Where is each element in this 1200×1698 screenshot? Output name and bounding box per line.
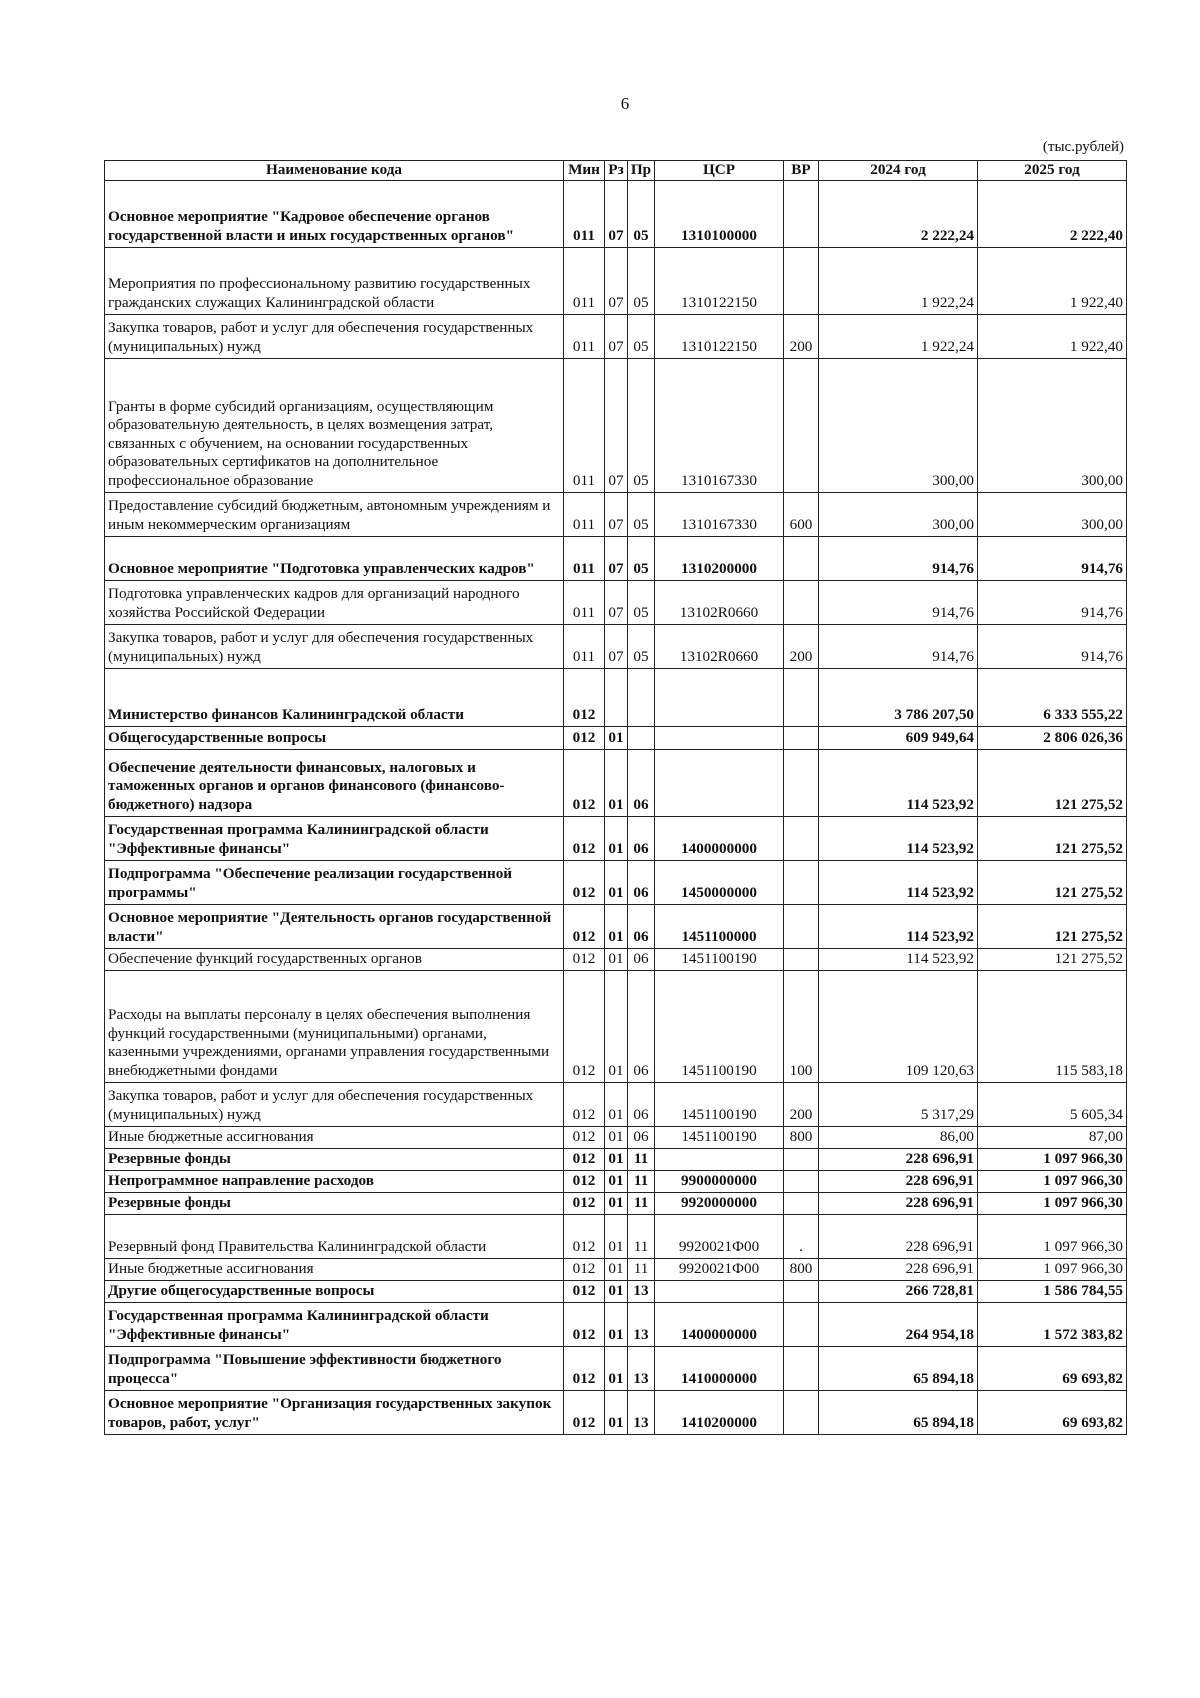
cell-2025: 69 693,82 [978, 1390, 1127, 1434]
cell-pr: 06 [628, 904, 655, 948]
cell-2024: 65 894,18 [819, 1346, 978, 1390]
cell-2024: 300,00 [819, 358, 978, 492]
table-row [105, 1302, 1127, 1346]
cell-pr: 06 [628, 816, 655, 860]
cell-rz [605, 668, 628, 726]
cell-rz: 01 [605, 1346, 628, 1390]
cell-csr: 1410000000 [655, 1346, 784, 1390]
budget-table [104, 160, 1127, 1435]
cell-vr [784, 1148, 819, 1170]
cell-vr [784, 358, 819, 492]
table-row [105, 726, 1127, 749]
cell-min: 012 [564, 1126, 605, 1148]
table-row [105, 668, 1127, 726]
cell-name: Основное мероприятие "Подготовка управленческих кадров" [105, 536, 564, 580]
header-name: Наименование кода [105, 161, 564, 181]
table-row [105, 904, 1127, 948]
cell-min: 012 [564, 668, 605, 726]
header-rz: Рз [605, 161, 628, 181]
table-row [105, 247, 1127, 314]
cell-csr: 1450000000 [655, 860, 784, 904]
cell-pr: 13 [628, 1390, 655, 1434]
cell-rz: 01 [605, 948, 628, 970]
cell-min: 012 [564, 1170, 605, 1192]
table-row [105, 860, 1127, 904]
table-row [105, 624, 1127, 668]
cell-name: Подпрограмма "Повышение эффективности бюджетного процесса" [105, 1346, 564, 1390]
cell-name: Расходы на выплаты персоналу в целях обеспечения выполнения функций государственными (муниципальными) органами, казенными учреждениями, органами управления государственными внебюджетными фондами [105, 970, 564, 1082]
cell-csr: 1451100190 [655, 1082, 784, 1126]
table-row [105, 1346, 1127, 1390]
cell-pr: 11 [628, 1148, 655, 1170]
cell-min: 012 [564, 1280, 605, 1302]
cell-2025: 121 275,52 [978, 904, 1127, 948]
cell-pr [628, 726, 655, 749]
cell-vr: 200 [784, 1082, 819, 1126]
cell-pr: 05 [628, 180, 655, 247]
cell-rz: 07 [605, 492, 628, 536]
cell-csr: 13102R0660 [655, 624, 784, 668]
cell-vr [784, 1170, 819, 1192]
table-row [105, 1170, 1127, 1192]
table-row [105, 580, 1127, 624]
cell-min: 012 [564, 816, 605, 860]
cell-2024: 609 949,64 [819, 726, 978, 749]
table-row [105, 358, 1127, 492]
cell-rz: 01 [605, 1148, 628, 1170]
cell-2025: 1 586 784,55 [978, 1280, 1127, 1302]
cell-pr: 05 [628, 247, 655, 314]
cell-rz: 07 [605, 180, 628, 247]
cell-min: 012 [564, 1148, 605, 1170]
cell-pr: 13 [628, 1280, 655, 1302]
table-row [105, 1214, 1127, 1258]
cell-vr [784, 1192, 819, 1214]
cell-pr: 11 [628, 1170, 655, 1192]
cell-csr: 1310100000 [655, 180, 784, 247]
cell-2025: 1 572 383,82 [978, 1302, 1127, 1346]
cell-vr [784, 860, 819, 904]
cell-name: Министерство финансов Калининградской области [105, 668, 564, 726]
cell-2025: 121 275,52 [978, 948, 1127, 970]
cell-csr: 9920021Ф00 [655, 1258, 784, 1280]
cell-2024: 228 696,91 [819, 1192, 978, 1214]
cell-name: Подготовка управленческих кадров для организаций народного хозяйства Российской Федерации [105, 580, 564, 624]
units-label: (тыс.рублей) [1042, 139, 1124, 155]
cell-csr: 13102R0660 [655, 580, 784, 624]
cell-min: 012 [564, 1192, 605, 1214]
cell-min: 011 [564, 180, 605, 247]
cell-pr: 06 [628, 970, 655, 1082]
header-pr: Пр [628, 161, 655, 181]
cell-pr: 05 [628, 492, 655, 536]
cell-2025: 121 275,52 [978, 860, 1127, 904]
cell-2024: 114 523,92 [819, 904, 978, 948]
cell-vr [784, 180, 819, 247]
cell-2025: 914,76 [978, 624, 1127, 668]
cell-name: Резервные фонды [105, 1148, 564, 1170]
table-row [105, 314, 1127, 358]
cell-pr: 11 [628, 1192, 655, 1214]
cell-csr [655, 749, 784, 816]
cell-csr: 1451100000 [655, 904, 784, 948]
cell-vr [784, 816, 819, 860]
cell-rz: 07 [605, 536, 628, 580]
table-row [105, 970, 1127, 1082]
cell-rz: 01 [605, 904, 628, 948]
cell-vr [784, 726, 819, 749]
header-row [105, 161, 1127, 181]
cell-rz: 07 [605, 247, 628, 314]
cell-vr [784, 749, 819, 816]
cell-name: Обеспечение функций государственных органов [105, 948, 564, 970]
header-2024: 2024 год [819, 161, 978, 181]
cell-2024: 914,76 [819, 580, 978, 624]
cell-name: Закупка товаров, работ и услуг для обеспечения государственных (муниципальных) нужд [105, 1082, 564, 1126]
cell-2024: 86,00 [819, 1126, 978, 1148]
cell-csr [655, 1280, 784, 1302]
cell-pr: 05 [628, 358, 655, 492]
cell-name: Основное мероприятие "Организация государственных закупок товаров, работ, услуг" [105, 1390, 564, 1434]
cell-vr: 800 [784, 1126, 819, 1148]
cell-csr: 1310122150 [655, 247, 784, 314]
cell-min: 012 [564, 948, 605, 970]
cell-min: 012 [564, 1302, 605, 1346]
cell-rz: 01 [605, 1170, 628, 1192]
cell-pr: 11 [628, 1214, 655, 1258]
cell-min: 012 [564, 970, 605, 1082]
cell-name: Обеспечение деятельности финансовых, налоговых и таможенных органов и органов финансового (финансово-бюджетного) надзора [105, 749, 564, 816]
cell-name: Другие общегосударственные вопросы [105, 1280, 564, 1302]
cell-2024: 300,00 [819, 492, 978, 536]
table-row [105, 1148, 1127, 1170]
cell-vr [784, 668, 819, 726]
cell-rz: 01 [605, 1390, 628, 1434]
cell-rz: 01 [605, 1258, 628, 1280]
cell-csr: 1310200000 [655, 536, 784, 580]
header-2025: 2025 год [978, 161, 1127, 181]
cell-pr: 06 [628, 948, 655, 970]
cell-vr: 200 [784, 624, 819, 668]
cell-csr: 1310122150 [655, 314, 784, 358]
cell-name: Основное мероприятие "Деятельность органов государственной власти" [105, 904, 564, 948]
cell-name: Закупка товаров, работ и услуг для обеспечения государственных (муниципальных) нужд [105, 624, 564, 668]
cell-pr: 13 [628, 1302, 655, 1346]
cell-name: Резервные фонды [105, 1192, 564, 1214]
cell-vr [784, 1346, 819, 1390]
cell-rz: 01 [605, 1302, 628, 1346]
cell-rz: 01 [605, 749, 628, 816]
cell-2024: 5 317,29 [819, 1082, 978, 1126]
cell-pr: 05 [628, 314, 655, 358]
table-row [105, 1390, 1127, 1434]
cell-min: 012 [564, 1082, 605, 1126]
cell-name: Иные бюджетные ассигнования [105, 1258, 564, 1280]
cell-min: 012 [564, 1258, 605, 1280]
cell-name: Предоставление субсидий бюджетным, автономным учреждениям и иным некоммерческим организациям [105, 492, 564, 536]
cell-csr: 1310167330 [655, 358, 784, 492]
cell-pr: 06 [628, 749, 655, 816]
header-vr: ВР [784, 161, 819, 181]
cell-pr: 05 [628, 624, 655, 668]
table-row [105, 180, 1127, 247]
cell-rz: 01 [605, 970, 628, 1082]
cell-name: Закупка товаров, работ и услуг для обеспечения государственных (муниципальных) нужд [105, 314, 564, 358]
cell-name: Государственная программа Калининградской области "Эффективные финансы" [105, 816, 564, 860]
cell-min: 012 [564, 904, 605, 948]
cell-name: Иные бюджетные ассигнования [105, 1126, 564, 1148]
table-row [105, 948, 1127, 970]
cell-2025: 69 693,82 [978, 1346, 1127, 1390]
cell-min: 011 [564, 624, 605, 668]
cell-2025: 1 922,40 [978, 314, 1127, 358]
cell-vr [784, 580, 819, 624]
cell-2025: 121 275,52 [978, 816, 1127, 860]
cell-vr: 800 [784, 1258, 819, 1280]
cell-2024: 3 786 207,50 [819, 668, 978, 726]
cell-2024: 1 922,24 [819, 247, 978, 314]
cell-2024: 914,76 [819, 536, 978, 580]
cell-vr: 200 [784, 314, 819, 358]
cell-rz: 01 [605, 726, 628, 749]
cell-2024: 114 523,92 [819, 948, 978, 970]
cell-vr [784, 536, 819, 580]
cell-vr: . [784, 1214, 819, 1258]
cell-min: 012 [564, 726, 605, 749]
table-row [105, 536, 1127, 580]
cell-min: 012 [564, 749, 605, 816]
cell-2025: 1 097 966,30 [978, 1258, 1127, 1280]
cell-min: 011 [564, 247, 605, 314]
table-row [105, 1192, 1127, 1214]
cell-csr [655, 668, 784, 726]
cell-csr: 9900000000 [655, 1170, 784, 1192]
table-row [105, 1258, 1127, 1280]
cell-2024: 114 523,92 [819, 816, 978, 860]
cell-rz: 01 [605, 1082, 628, 1126]
cell-min: 012 [564, 860, 605, 904]
cell-min: 011 [564, 536, 605, 580]
cell-2025: 2 222,40 [978, 180, 1127, 247]
table-row [105, 816, 1127, 860]
cell-2025: 1 097 966,30 [978, 1214, 1127, 1258]
cell-vr: 100 [784, 970, 819, 1082]
cell-2024: 266 728,81 [819, 1280, 978, 1302]
cell-pr: 13 [628, 1346, 655, 1390]
cell-2025: 914,76 [978, 536, 1127, 580]
cell-rz: 07 [605, 624, 628, 668]
cell-min: 011 [564, 314, 605, 358]
cell-2025: 5 605,34 [978, 1082, 1127, 1126]
cell-csr [655, 1148, 784, 1170]
cell-name: Общегосударственные вопросы [105, 726, 564, 749]
cell-rz: 01 [605, 816, 628, 860]
cell-2024: 109 120,63 [819, 970, 978, 1082]
cell-vr [784, 1280, 819, 1302]
cell-vr [784, 948, 819, 970]
table-row [105, 1280, 1127, 1302]
cell-2024: 228 696,91 [819, 1214, 978, 1258]
cell-2025: 1 097 966,30 [978, 1192, 1127, 1214]
cell-name: Основное мероприятие "Кадровое обеспечение органов государственной власти и иных государственных органов" [105, 180, 564, 247]
cell-csr: 1310167330 [655, 492, 784, 536]
cell-2025: 914,76 [978, 580, 1127, 624]
cell-rz: 07 [605, 580, 628, 624]
cell-2025: 300,00 [978, 492, 1127, 536]
cell-csr: 1451100190 [655, 970, 784, 1082]
cell-min: 012 [564, 1214, 605, 1258]
cell-name: Резервный фонд Правительства Калининградской области [105, 1214, 564, 1258]
cell-2024: 65 894,18 [819, 1390, 978, 1434]
cell-pr: 05 [628, 580, 655, 624]
cell-vr [784, 1390, 819, 1434]
table-row [105, 749, 1127, 816]
cell-name: Государственная программа Калининградской области "Эффективные финансы" [105, 1302, 564, 1346]
cell-name: Гранты в форме субсидий организациям, осуществляющим образовательную деятельность, в целях возмещения затрат, связанных с обучением, на основании государственных образовательных сертификатов на дополнительное профессиональное образование [105, 358, 564, 492]
cell-2025: 2 806 026,36 [978, 726, 1127, 749]
cell-min: 012 [564, 1390, 605, 1434]
cell-pr [628, 668, 655, 726]
cell-name: Мероприятия по профессиональному развитию государственных гражданских служащих Калининградской области [105, 247, 564, 314]
cell-2024: 228 696,91 [819, 1170, 978, 1192]
cell-rz: 07 [605, 358, 628, 492]
cell-vr: 600 [784, 492, 819, 536]
cell-csr: 1451100190 [655, 1126, 784, 1148]
cell-2024: 228 696,91 [819, 1148, 978, 1170]
cell-2025: 115 583,18 [978, 970, 1127, 1082]
cell-rz: 01 [605, 1214, 628, 1258]
cell-min: 011 [564, 492, 605, 536]
cell-pr: 05 [628, 536, 655, 580]
cell-2025: 1 097 966,30 [978, 1148, 1127, 1170]
cell-2024: 228 696,91 [819, 1258, 978, 1280]
cell-name: Непрограммное направление расходов [105, 1170, 564, 1192]
cell-min: 011 [564, 580, 605, 624]
cell-rz: 01 [605, 1126, 628, 1148]
cell-2024: 114 523,92 [819, 860, 978, 904]
cell-pr: 11 [628, 1258, 655, 1280]
cell-csr: 1400000000 [655, 1302, 784, 1346]
table-row [105, 492, 1127, 536]
cell-rz: 01 [605, 1192, 628, 1214]
cell-csr [655, 726, 784, 749]
cell-rz: 01 [605, 860, 628, 904]
cell-csr: 1451100190 [655, 948, 784, 970]
cell-pr: 06 [628, 1082, 655, 1126]
cell-2024: 264 954,18 [819, 1302, 978, 1346]
cell-2024: 1 922,24 [819, 314, 978, 358]
cell-rz: 01 [605, 1280, 628, 1302]
cell-min: 011 [564, 358, 605, 492]
table-row [105, 1126, 1127, 1148]
cell-name: Подпрограмма "Обеспечение реализации государственной программы" [105, 860, 564, 904]
table-row [105, 1082, 1127, 1126]
cell-min: 012 [564, 1346, 605, 1390]
header-csr: ЦСР [655, 161, 784, 181]
header-min: Мин [564, 161, 605, 181]
cell-vr [784, 247, 819, 314]
cell-csr: 9920000000 [655, 1192, 784, 1214]
cell-csr: 1400000000 [655, 816, 784, 860]
cell-pr: 06 [628, 860, 655, 904]
cell-csr: 9920021Ф00 [655, 1214, 784, 1258]
cell-2024: 914,76 [819, 624, 978, 668]
cell-rz: 07 [605, 314, 628, 358]
cell-2025: 87,00 [978, 1126, 1127, 1148]
cell-pr: 06 [628, 1126, 655, 1148]
cell-2025: 1 097 966,30 [978, 1170, 1127, 1192]
cell-2024: 114 523,92 [819, 749, 978, 816]
cell-2025: 6 333 555,22 [978, 668, 1127, 726]
cell-2025: 300,00 [978, 358, 1127, 492]
page-number: 6 [620, 94, 630, 113]
cell-2025: 1 922,40 [978, 247, 1127, 314]
cell-2024: 2 222,24 [819, 180, 978, 247]
cell-vr [784, 904, 819, 948]
cell-vr [784, 1302, 819, 1346]
cell-csr: 1410200000 [655, 1390, 784, 1434]
cell-2025: 121 275,52 [978, 749, 1127, 816]
